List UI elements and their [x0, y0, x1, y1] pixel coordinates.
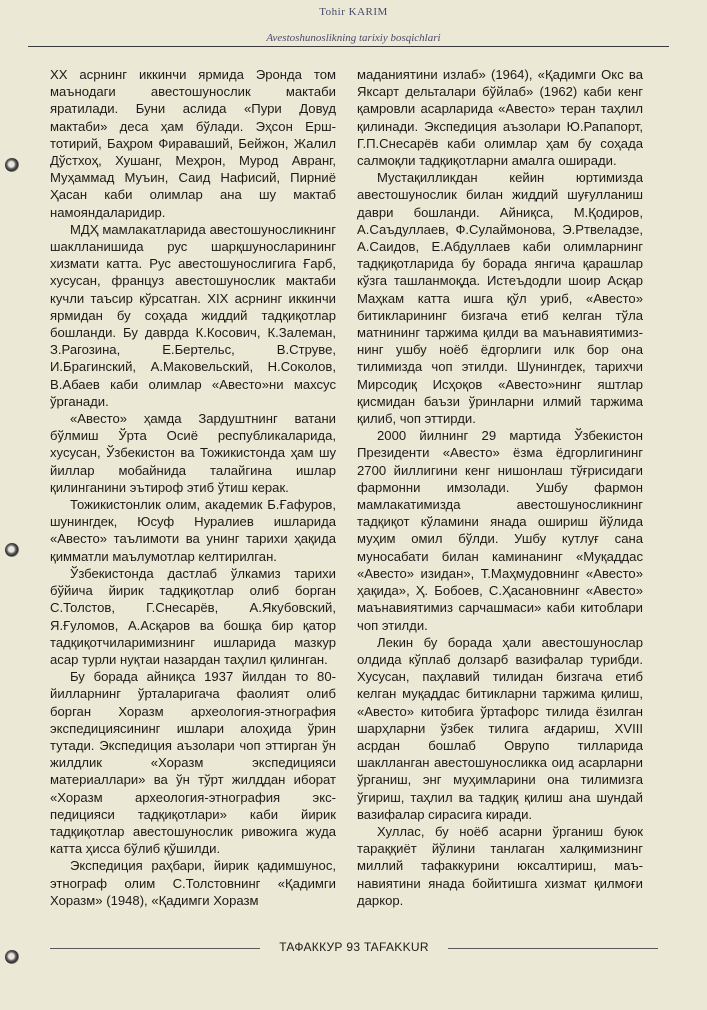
paragraph: Хуллас, бу ноёб асарни ўрганиш буюк тараққиёт йўлини танлаган халқимизнинг миллий тафаккурини юксалтириш, маънавиятини янада бойитишга хизмат қилмоғи даркор. — [357, 823, 643, 908]
paragraph: Экспедиция раҳбари, йирик қадимшунос, этнограф олим С.Толстовнинг «Қадимги Хоразм» (1948), «Қадимги Хоразм — [50, 858, 336, 908]
footer-rule-right — [448, 948, 658, 949]
paragraph: Бу борада айниқса 1937 йилдан то 80-йилларнинг ўрталаригача фаолият олиб борган Хоразм археология-этнография экспедициясининг ишлари алоҳида ўрин тутади. Экспедиция аъзолари чоп эттирган ўн жилдлик «Хоразм экспедицияси материаллари» ва ўн тўрт жилддан иборат «Хоразм археология-этнография экс-педицияси тадқиқотлари» каби йирик тадқиқотлар авестошунослик ривожига жуда катта ҳисса бўлиб қўшилди. — [50, 669, 336, 857]
right-column — [357, 66, 643, 909]
paragraph: Лекин бу борада ҳали авестошунослар олдида кўплаб долзарб вазифалар турибди. Хусусан, паҳлавий тилидан бизгача етиб келган муқаддас битикларни таржима қилиш, «Авесто» китобига ўртафорс тилида ёзилган шарҳларни ўзбек тилига ағдариш, XVIII асрдан бошлаб Оврупо тилларида шаклланган авестошуносликка оид асарларни ўрганиш, энг муҳимларини она тилимизга ўгириш, таҳлил ва тадқиқ қилиш ана шундай вазифалар сирасига киради. — [357, 634, 643, 822]
paragraph: «Авесто» ҳамда Зардуштнинг ватани бўлмиш Ўрта Осиё республикаларида, хусусан, Ўзбекистон ва Тожикистонда ҳам шу йиллар мобайнида талайгина ишлар қилинганини эътироф этиб ўтиш керак. — [50, 411, 336, 495]
binder-hole-icon — [5, 950, 19, 964]
page-header — [0, 0, 707, 60]
left-column — [50, 66, 336, 909]
paragraph: МДҲ мамлакатларида авестошуносликнинг шаклланишида рус шарқшуносларининг хизмати катта. Рус авестошунослигига Ғарб, хусусан, француз авестошунослик мактаби кучли таъсир кўрсатган. XIX асрнинг иккинчи ярмидан бу соҳада жиддий тадқиқотлар бошланди. Бу даврда К.Косович, К.Залеман, З.Рагозина, Е.Бертельс, В.Струве, И.Брагинский, А.Маковельский, Н.Соколов, В.Абаев каби олимлар «Авесто»ни махсус ўрганади. — [50, 221, 336, 409]
binder-hole-icon — [5, 158, 19, 172]
footer-page-label: ТАФАККУР 93 TAFAKKUR — [279, 940, 429, 954]
paragraph: Тожикистонлик олим, академик Б.Ғафуров, шунингдек, Юсуф Нуралиев ишларида «Авесто» таълимоти ва унинг тарихи ҳақида қимматли маълумотлар келтирилган. — [50, 497, 336, 564]
paragraph: Ўзбекистонда дастлаб ўлкамиз тарихи бўйича йирик тадқиқотлар олиб борган С.Толстов, Г.Снесарёв, А.Якубовский, Я.Ғуломов, А.Асқаров ва бошқа бир қатор тадқиқотчиларимизнинг ишларида мазкур асар турли нуқтаи назардан таҳлил қилинган. — [50, 565, 336, 667]
header-author: Tohir KARIM — [319, 6, 388, 18]
paragraph: маданиятини излаб» (1964), «Қадимги Окс ва Яксарт дельталари бўйлаб» (1962) каби кенг қамровли асарларида «Авесто» теран таҳлил қилинади. Экспедиция аъзолари Ю.Рапапорт, Г.П.Снесарёв каби олимлар ҳам бу соҳада салмоқли тадқиқотларни амалга оширади. — [357, 67, 643, 169]
page-footer — [0, 938, 707, 958]
header-subtitle: Avestoshunoslikning tarixiy bosqichlari — [266, 32, 441, 44]
footer-rule-left — [50, 948, 260, 949]
paragraph: XX асрнинг иккинчи ярмида Эронда том маънодаги авестошунослик мактаби яратилади. Буни аслида «Пури Довуд мактаби» деса ҳам бўлади. Эҳсон Ерштотирий, Баҳром Фираваший, Бейжон, Жалил Дўстхоҳ, Хушанг, Меҳрон, Мурод Авранг, Муҳаммад Муъин, Саид Нафисий, Пирниё Ҳасан каби олимлар ана шу мактаб намояндаларидир. — [50, 67, 336, 220]
paragraph: 2000 йилнинг 29 мартида Ўзбекистон Президенти «Авесто» ёзма ёдгорлигининг 2700 йиллигини кенг нишонлаш тўғрисидаги фармонни имзолади. Ушбу фармон мамлакатимизда авестошуносликнинг тадқиқот кўламини янада ошириш йўлида муҳим омил бўлди. Ушбу кутлуғ сана муносабати билан каминанинг «Муқаддас «Авесто» изидан», Т.Маҳмудовнинг «Авесто» ҳақида», Ҳ. Бобоев, С.Ҳасановнинг «Авесто» маънавиятимиз сарчашмаси» каби китоблари чоп этилди. — [357, 428, 643, 633]
paragraph: Мустақилликдан кейин юртимизда авестошунослик билан жиддий шуғулланиш даври бошланди. Айниқса, М.Қодиров, А.Саъдуллаев, Ф.Сулаймонова, Э.Ртвеладзе, А.Саидов, Е.Абдуллаев каби олимларнинг тадқиқотларида бу борада янгича қарашлар кўзга ташланмоқда. Истеъдодли шоир Асқар Маҳкам катта ишга қўл уриб, «Авесто» битикларининг бизгача етиб келган тўла матнининг таржима қилди ва маънавиятимизнинг ушбу ноёб ёдгорлиги илк бор она тилимизда чоп этилди. Шунингдек, тарихчи Мирсодиқ Исҳоқов «Авесто»нинг яштлар қисмидан баъзи ўринларни илмий таржима қилиб, чоп эттирди. — [357, 170, 643, 427]
binder-hole-icon — [5, 543, 19, 557]
header-rule — [28, 46, 669, 47]
